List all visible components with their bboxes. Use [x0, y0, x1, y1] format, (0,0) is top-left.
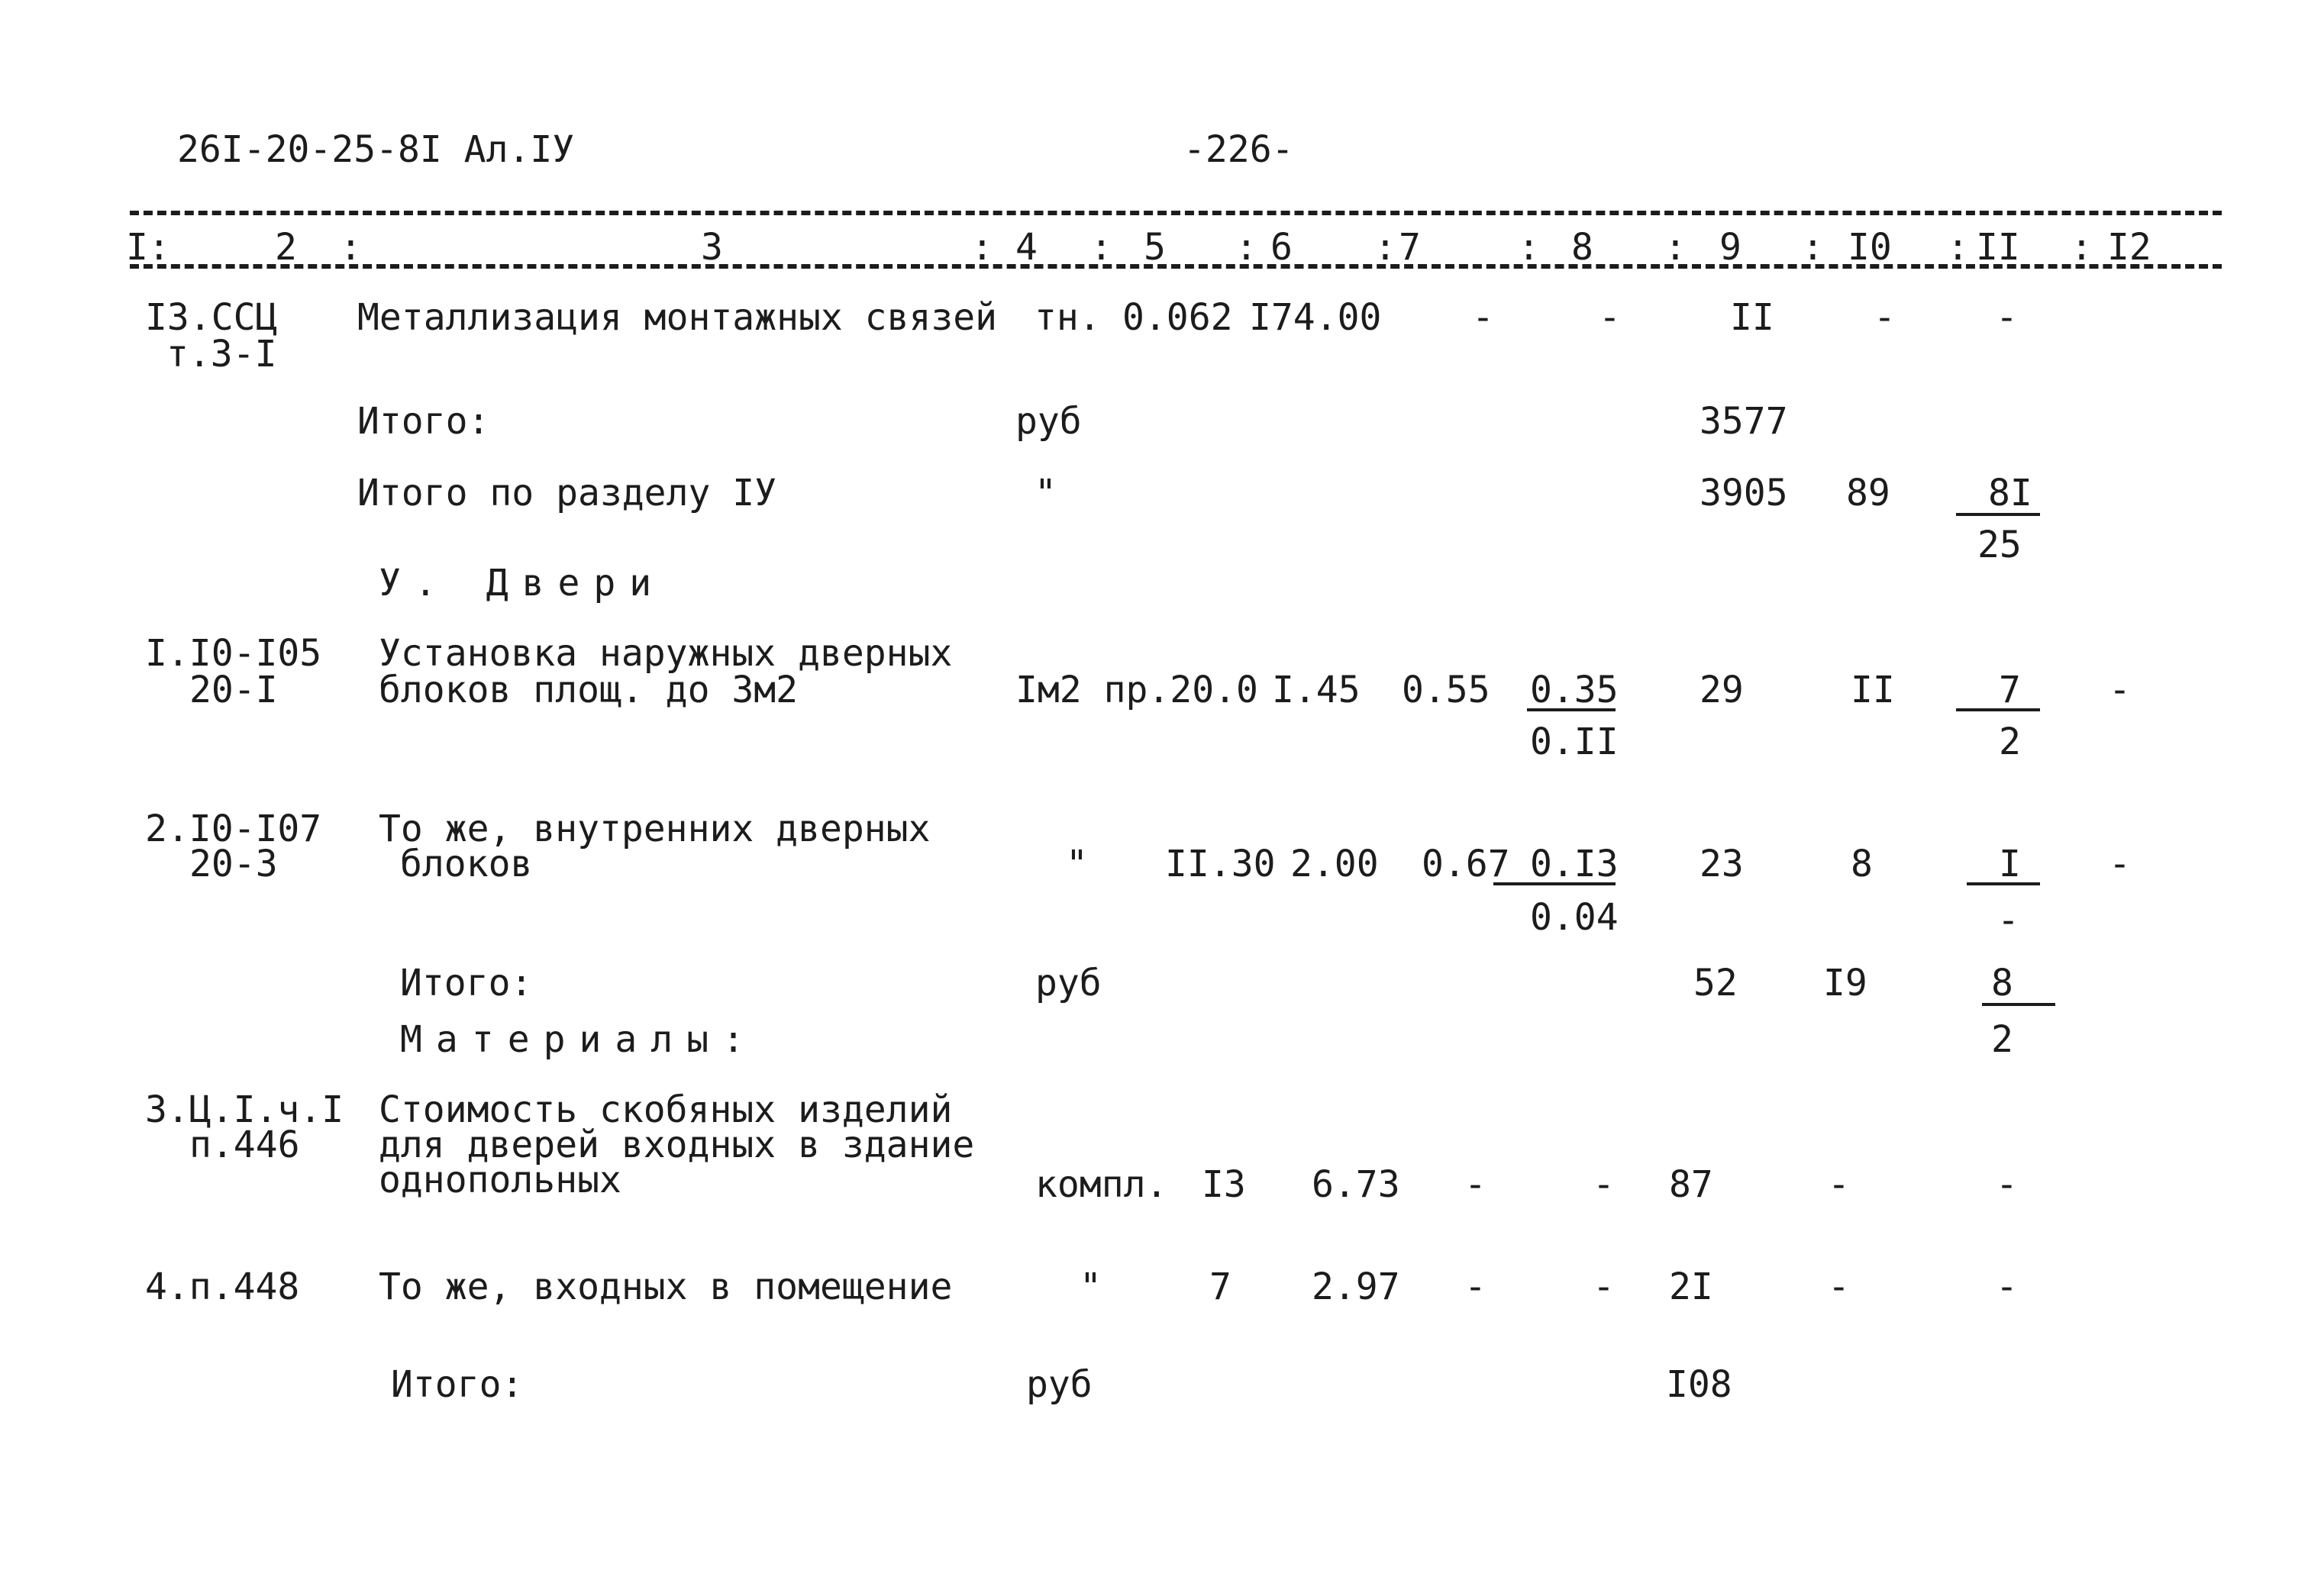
section-total-col10: 89 — [1846, 472, 1890, 514]
fraction-bar — [1956, 513, 2040, 516]
fraction-bar — [1956, 708, 2040, 711]
column-11-number: II — [1976, 226, 2020, 269]
row-unit: " — [1080, 1266, 1102, 1308]
row-code-line2: т.3-I — [166, 333, 277, 376]
row-unit: " — [1066, 843, 1088, 885]
row-col10: - — [1828, 1266, 1850, 1308]
row-col10: - — [1828, 1163, 1850, 1206]
fraction-bar — [1527, 708, 1616, 711]
row-price: I.45 — [1272, 669, 1361, 711]
subtotal-col10: I9 — [1823, 962, 1867, 1004]
row-col11: - — [1996, 296, 2018, 339]
row-col12: - — [2109, 669, 2131, 711]
row-price: 2.00 — [1290, 843, 1379, 885]
section-total-col11-top: 8I — [1988, 472, 2032, 514]
row-unit: Iм2 пр.20.0 — [1015, 669, 1258, 711]
materials-title: Материалы: — [400, 1018, 758, 1061]
row-col8-top: 0.35 — [1530, 669, 1619, 711]
fraction-bar — [1982, 1003, 2055, 1006]
row-name: Стоимость скобяных изделий — [379, 1088, 953, 1131]
row-quantity: 0.062 — [1122, 296, 1233, 339]
row-col11-bottom: 2 — [1999, 721, 2021, 763]
column-separator: : — [1374, 226, 1396, 269]
section-title: У. Двери — [379, 562, 666, 605]
subtotal-col11-top: 8 — [1991, 962, 2013, 1004]
column-7-number: 7 — [1399, 226, 1421, 269]
row-price: 6.73 — [1312, 1163, 1400, 1206]
row-col8: - — [1599, 296, 1621, 339]
column-3-number: 3 — [701, 226, 723, 269]
header-bottom-rule — [130, 264, 2222, 269]
row-name: То же, входных в помещение — [379, 1266, 953, 1308]
row-col11-top: 7 — [1999, 669, 2021, 711]
row-name-line2: блоков площ. до 3м2 — [379, 669, 799, 711]
row-code-line2: 20-I — [189, 669, 278, 711]
row-unit: компл. — [1035, 1163, 1168, 1206]
subtotal-col9: I08 — [1666, 1363, 1732, 1406]
section-total-label: Итого по разделу IУ — [357, 472, 777, 514]
row-code: 2.I0-I07 — [145, 808, 322, 850]
row-col10: - — [1874, 296, 1896, 339]
row-col11-top: I — [1999, 843, 2021, 885]
row-unit: тн. — [1035, 296, 1101, 339]
column-separator: : — [2071, 226, 2093, 269]
row-col11: - — [1996, 1163, 2018, 1206]
row-col8-bottom: 0.04 — [1530, 896, 1619, 939]
column-4-number: 4 — [1015, 226, 1038, 269]
row-col9: II — [1730, 296, 1774, 339]
document-code: 26I-20-25-8I Ал.IУ — [177, 128, 575, 171]
column-2-number: 2 — [275, 226, 297, 269]
section-total-col9: 3905 — [1700, 472, 1788, 514]
column-10-number: I0 — [1848, 226, 1892, 269]
row-code: I3.ССЦ — [145, 296, 278, 339]
row-col7: - — [1472, 296, 1494, 339]
row-name: Металлизация монтажных связей — [357, 296, 998, 339]
column-separator: : — [1518, 226, 1540, 269]
row-name: То же, внутренних дверных — [379, 808, 931, 850]
subtotal-col9: 52 — [1693, 962, 1738, 1004]
subtotal-col9: 3577 — [1700, 400, 1788, 443]
row-col7: 0.55 — [1402, 669, 1490, 711]
row-code: 3.Ц.I.ч.I — [145, 1088, 344, 1131]
fraction-bar — [1967, 882, 2040, 885]
subtotal-unit: руб — [1015, 400, 1082, 443]
row-col11: - — [1996, 1266, 2018, 1308]
column-9-number: 9 — [1719, 226, 1741, 269]
row-price: I74.00 — [1249, 296, 1382, 339]
row-code: 4.п.448 — [145, 1266, 300, 1308]
row-quantity: II.30 — [1165, 843, 1276, 885]
row-code-line2: п.446 — [189, 1124, 300, 1166]
row-col8: - — [1593, 1163, 1615, 1206]
row-quantity: 7 — [1209, 1266, 1231, 1308]
row-col7: - — [1464, 1163, 1486, 1206]
row-name-line3: однопольных — [379, 1159, 621, 1201]
column-separator: : — [1090, 226, 1112, 269]
row-col9: 87 — [1669, 1163, 1713, 1206]
column-5-number: 5 — [1144, 226, 1166, 269]
row-name-line2: для дверей входных в здание — [379, 1124, 975, 1166]
row-col9: 29 — [1700, 669, 1744, 711]
row-name-line2: блоков — [400, 843, 533, 885]
column-separator: : — [1664, 226, 1687, 269]
subtotal-label: Итого: — [357, 400, 490, 443]
row-col10: 8 — [1851, 843, 1873, 885]
fraction-bar — [1493, 882, 1616, 885]
row-col9: 2I — [1669, 1266, 1713, 1308]
row-col12: - — [2109, 843, 2131, 885]
row-price: 2.97 — [1312, 1266, 1400, 1308]
column-1-number: I: — [126, 226, 170, 269]
column-6-number: 6 — [1270, 226, 1293, 269]
row-col9: 23 — [1700, 843, 1744, 885]
row-code: I.I0-I05 — [145, 632, 322, 675]
subtotal-label: Итого: — [391, 1363, 524, 1406]
column-separator: : — [340, 226, 362, 269]
row-code-line2: 20-3 — [189, 843, 278, 885]
section-total-col11-bottom: 25 — [1977, 524, 2022, 566]
section-total-unit: " — [1035, 472, 1057, 514]
row-quantity: I3 — [1202, 1163, 1246, 1206]
row-name: Установка наружных дверных — [379, 632, 953, 675]
row-col8-bottom: 0.II — [1530, 721, 1619, 763]
row-col7: - — [1464, 1266, 1486, 1308]
header-top-rule — [130, 211, 2222, 215]
column-separator: : — [1802, 226, 1824, 269]
row-col8: - — [1593, 1266, 1615, 1308]
column-separator: : — [1235, 226, 1257, 269]
subtotal-col11-bottom: 2 — [1991, 1018, 2013, 1061]
column-8-number: 8 — [1571, 226, 1593, 269]
subtotal-unit: руб — [1026, 1363, 1093, 1406]
row-col8-top: 0.I3 — [1530, 843, 1619, 885]
row-col7: 0.67 — [1422, 843, 1510, 885]
subtotal-label: Итого: — [400, 962, 533, 1004]
subtotal-unit: руб — [1035, 962, 1102, 1004]
column-12-number: I2 — [2107, 226, 2151, 269]
row-col10: II — [1851, 669, 1895, 711]
column-separator: : — [971, 226, 993, 269]
column-separator: : — [1947, 226, 1969, 269]
page-number: -226- — [1183, 128, 1294, 171]
row-col11-bottom: - — [1997, 899, 2019, 942]
